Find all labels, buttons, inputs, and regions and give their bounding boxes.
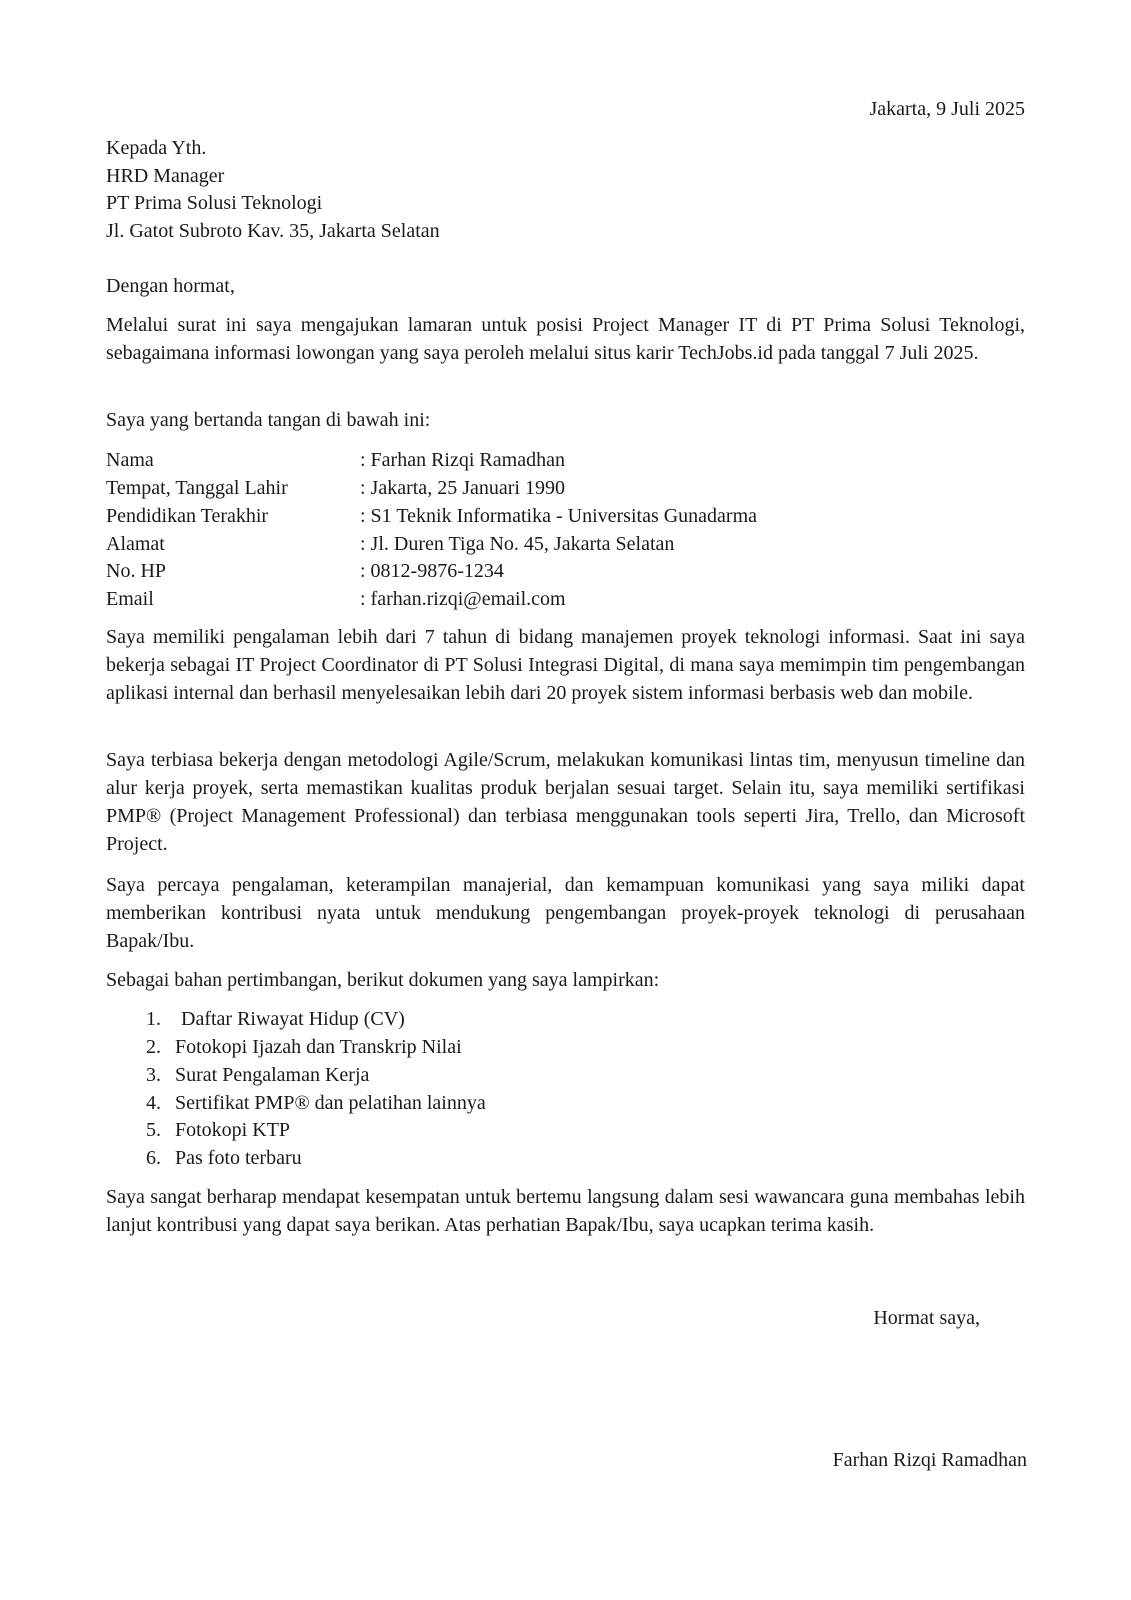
- signer-intro: Saya yang bertanda tangan di bawah ini:: [106, 409, 431, 431]
- salutation: Dengan hormat,: [106, 275, 235, 297]
- list-number: 6.: [146, 1147, 161, 1169]
- detail-value: : Farhan Rizqi Ramadhan: [360, 449, 565, 471]
- recipient-address: Jl. Gatot Subroto Kav. 35, Jakarta Selatan: [106, 220, 440, 242]
- recipient-greeting: Kepada Yth.: [106, 137, 207, 159]
- list-number: 5.: [146, 1119, 161, 1141]
- confidence-paragraph: Saya percaya pengalaman, keterampilan manajerial, dan kemampuan komunikasi yang saya miliki dapat memberikan kontribusi nyata untuk mendukung pengembangan proyek-proyek teknologi di perusahaan Bapak/Ibu.: [106, 874, 1025, 952]
- list-item: [146, 1033, 462, 1061]
- closing-paragraph: Saya sangat berharap mendapat kesempatan untuk bertemu langsung dalam sesi wawancara guna membahas lebih lanjut kontribusi yang dapat saya berikan. Atas perhatian Bapak/Ibu, saya ucapkan terima kasih.: [106, 1186, 1025, 1236]
- list-item: [146, 1005, 405, 1033]
- list-item: [146, 1089, 486, 1117]
- list-text: Surat Pengalaman Kerja: [175, 1064, 370, 1086]
- detail-value: : 0812-9876-1234: [360, 560, 504, 582]
- experience-paragraph: Saya memiliki pengalaman lebih dari 7 tahun di bidang manajemen proyek teknologi informasi. Saat ini saya bekerja sebagai IT Project Coordinator di PT Solusi Integrasi Digital, di mana saya memimpin tim pengembangan aplikasi internal dan berhasil menyelesaikan lebih dari 20 proyek sistem informasi berbasis web dan mobile.: [106, 626, 1025, 704]
- letter-date: Jakarta, 9 Juli 2025: [869, 98, 1025, 120]
- detail-label: No. HP: [106, 560, 167, 582]
- skills-paragraph: Saya terbiasa bekerja dengan metodologi Agile/Scrum, melakukan komunikasi lintas tim, menyusun timeline dan alur kerja proyek, serta memastikan kualitas produk berjalan sesuai target. Selain itu, saya memiliki sertifikasi PMP® (Project Management Professional) dan terbiasa menggunakan tools seperti Jira, Trello, dan Microsoft Project.: [106, 749, 1025, 855]
- list-item: [146, 1144, 302, 1172]
- closing-salutation: Hormat saya,: [873, 1307, 980, 1329]
- list-item: [146, 1061, 369, 1089]
- list-item: [146, 1116, 290, 1144]
- list-number: 1.: [146, 1008, 161, 1030]
- list-number: 4.: [146, 1092, 161, 1114]
- list-text: Sertifikat PMP® dan pelatihan lainnya: [175, 1092, 486, 1114]
- list-text: Daftar Riwayat Hidup (CV): [181, 1008, 405, 1030]
- recipient-title: HRD Manager: [106, 165, 225, 187]
- detail-label: Tempat, Tanggal Lahir: [106, 477, 288, 499]
- list-text: Fotokopi Ijazah dan Transkrip Nilai: [175, 1036, 462, 1058]
- intro-paragraph: Melalui surat ini saya mengajukan lamaran untuk posisi Project Manager IT di PT Prima Solusi Teknologi, sebagaimana informasi lowongan yang saya peroleh melalui situs karir TechJobs.id pada tanggal 7 Juli 2025.: [106, 314, 1025, 364]
- detail-value: : Jl. Duren Tiga No. 45, Jakarta Selatan: [360, 533, 675, 555]
- detail-label: Nama: [106, 449, 154, 471]
- detail-label: Pendidikan Terakhir: [106, 505, 269, 527]
- detail-value: : Jakarta, 25 Januari 1990: [360, 477, 565, 499]
- detail-value: : S1 Teknik Informatika - Universitas Gunadarma: [360, 505, 758, 527]
- list-text: Pas foto terbaru: [175, 1147, 302, 1169]
- attachments-intro: Sebagai bahan pertimbangan, berikut dokumen yang saya lampirkan:: [106, 969, 660, 991]
- detail-label: Email: [106, 588, 154, 610]
- recipient-company: PT Prima Solusi Teknologi: [106, 192, 323, 214]
- list-number: 2.: [146, 1036, 161, 1058]
- detail-value: : farhan.rizqi@email.com: [360, 588, 566, 610]
- list-text: Fotokopi KTP: [175, 1119, 291, 1141]
- signature-name: Farhan Rizqi Ramadhan: [832, 1449, 1027, 1471]
- detail-label: Alamat: [106, 533, 165, 555]
- list-number: 3.: [146, 1064, 161, 1086]
